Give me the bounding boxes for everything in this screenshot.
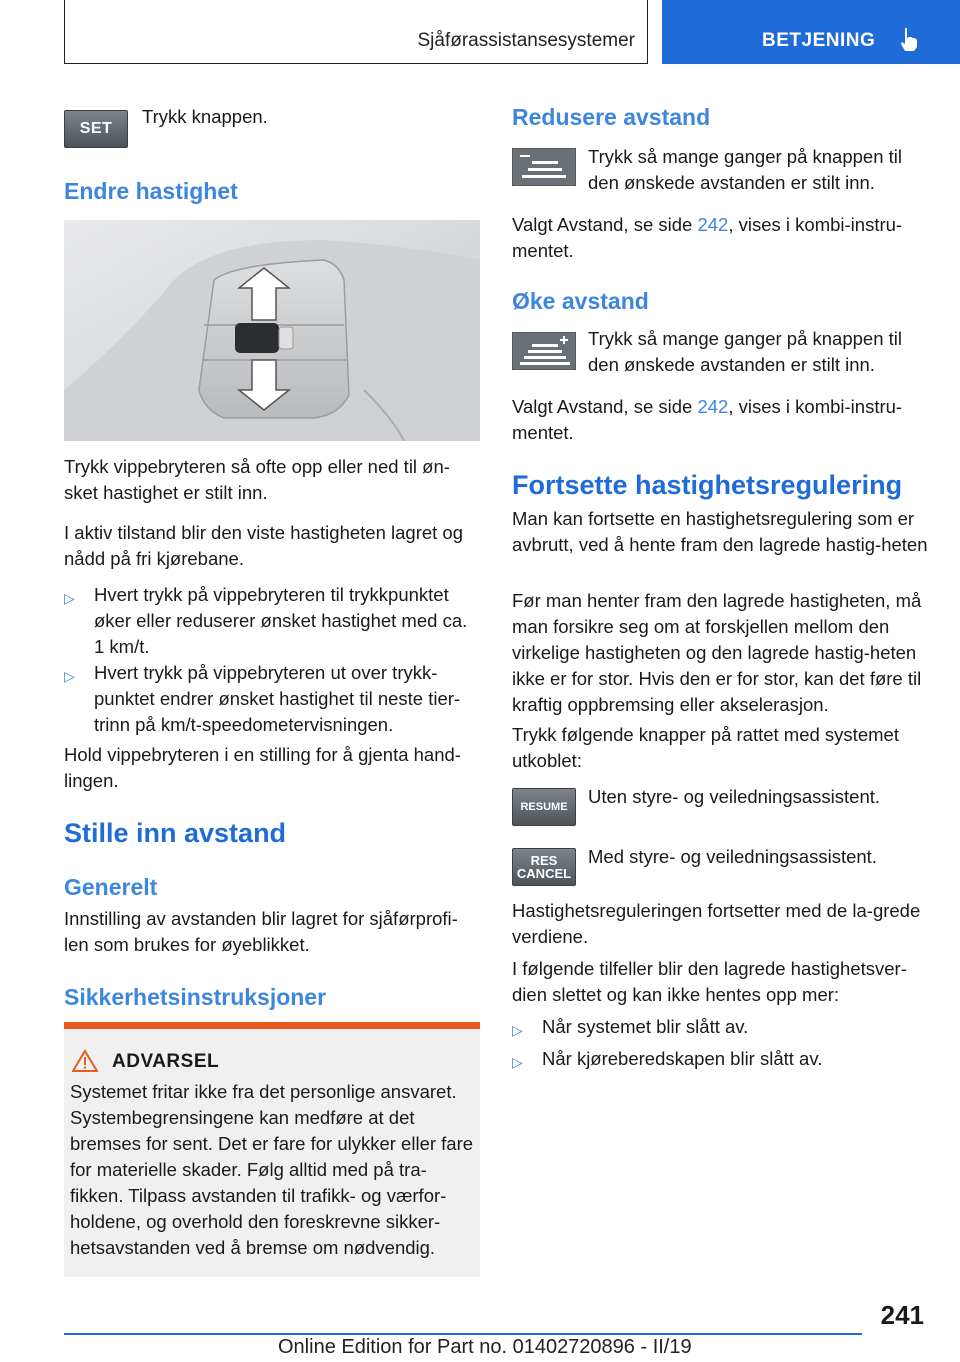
page-link-242[interactable]: 242 [697, 396, 729, 417]
heading-endre-hastighet: Endre hastighet [64, 178, 238, 204]
triangle-bullet-icon: ▷ [64, 668, 75, 684]
heading-fortsette-hastighetsregulering: Fortsette hastighetsregulering [512, 470, 903, 500]
triangle-bullet-icon: ▷ [512, 1022, 523, 1038]
warning-triangle-icon [72, 1049, 98, 1073]
footer-divider [64, 1333, 862, 1335]
page-link-242[interactable]: 242 [697, 214, 729, 235]
warning-box [64, 1022, 480, 1277]
heading-redusere-avstand: Redusere avstand [512, 104, 711, 130]
set-button-image [64, 110, 128, 148]
paragraph-trykk-vippebryteren: Trykk vippebryteren så ofte opp eller ned til øn-sket hastighet er stilt inn. [64, 456, 450, 503]
distance-decrease-button-image [512, 148, 576, 186]
footer-edition: Online Edition for Part no. 01402720896 - II/19 [278, 1336, 692, 1358]
cancel-label: CANCEL [516, 866, 572, 881]
paragraph-aktiv-tilstand: I aktiv tilstand blir den viste hastigheten lagret og nådd på fri kjørebane. [64, 522, 464, 569]
warning-title: ADVARSEL [112, 1051, 220, 1072]
chapter-tab [662, 0, 960, 64]
list-item: ▷ Hvert trykk på vippebryteren til trykkpunktet øker eller reduserer ønsket hastighet med ca. 1 km/t. [64, 584, 468, 657]
paragraph-folgende-tilfeller: I følgende tilfeller blir den lagrede hastighetsver-dien slettet og kan ikke hentes opp mer: [512, 958, 907, 1005]
section-title: Sjåførassistansesystemer [417, 30, 635, 51]
steering-wheel-rocker-switch-illustration [64, 220, 480, 441]
res-cancel-description: Med styre- og veiledningsassistent. [588, 846, 877, 867]
list-item: ▷ Hvert trykk på vippebryteren ut over trykk-punktet endrer ønsket hastighet til neste tier-trinn på km/t-speedometervisningen. [64, 662, 461, 735]
resume-button-label: RESUME [520, 801, 568, 813]
resume-button-image [512, 788, 576, 826]
paragraph-hold-vippebryteren: Hold vippebryteren i en stilling for å gjenta hand-lingen. [64, 744, 461, 791]
oke-instruction: Trykk så mange ganger på knappen til den ønskede avstanden er stilt inn. [588, 328, 902, 375]
set-button-label: SET [79, 120, 113, 137]
distance-increase-button-image [512, 332, 576, 370]
hand-pointer-icon [898, 26, 920, 52]
paragraph-innstilling: Innstilling av avstanden blir lagret for sjåførprofi-len som brukes for øyeblikket. [64, 908, 458, 955]
running-header-section [64, 0, 648, 64]
paragraph-for-man-henter: Før man henter fram den lagrede hastigheten, må man forsikre seg om at forskjellen mellom den virkelige hastigheten og den lagrede hastig-heten ikke er for stor. Hvis den er for stor, kan det føre til kraftig oppbremsing eller akselerasjon. [512, 590, 922, 715]
paragraph-valgt-avstand-1: Valgt Avstand, se side 242, vises i kombi-instru-mentet. [512, 214, 903, 261]
paragraph-fortsette: Man kan fortsette en hastighetsregulering som er avbrutt, ved å hente fram den lagrede hastig-heten [512, 508, 928, 555]
paragraph-valgt-avstand-2: Valgt Avstand, se side 242, vises i kombi-instru-mentet. [512, 396, 903, 443]
list-item: ▷ Når systemet blir slått av. [512, 1014, 932, 1040]
warning-text: Systemet fritar ikke fra det personlige ansvaret. Systembegrensingene kan medføre at det bremses for sent. Det er fare for ulykker eller fare for materielle skader. Følg alltid med på tra-fikken. Tilpass avstanden til trafikk- og værfor-holdene, og overhold den foreskrevne sikker-hetsavstanden ved å bremse om nødvendig. [70, 1081, 474, 1258]
res-cancel-button-image [512, 848, 576, 886]
triangle-bullet-icon: ▷ [64, 590, 75, 606]
heading-oke-avstand: Øke avstand [512, 288, 649, 314]
paragraph-trykk-folgende: Trykk følgende knapper på rattet med systemet utkoblet: [512, 724, 899, 771]
res-label: RES [530, 853, 558, 868]
page-number: 241 [880, 1300, 924, 1330]
heading-generelt: Generelt [64, 874, 158, 900]
heading-stille-inn-avstand: Stille inn avstand [64, 818, 287, 848]
triangle-bullet-icon: ▷ [512, 1054, 523, 1070]
resume-description: Uten styre- og veiledningsassistent. [588, 786, 881, 807]
set-instruction: Trykk knappen. [142, 106, 268, 127]
list-item: ▷ Når kjøreberedskapen blir slått av. [512, 1046, 932, 1072]
paragraph-hastighetsreguleringen: Hastighetsreguleringen fortsetter med de la-grede verdiene. [512, 900, 921, 947]
redusere-instruction: Trykk så mange ganger på knappen til den ønskede avstanden er stilt inn. [588, 146, 902, 193]
chapter-title: BETJENING [762, 30, 876, 51]
heading-sikkerhetsinstruksjoner: Sikkerhetsinstruksjoner [64, 984, 327, 1010]
